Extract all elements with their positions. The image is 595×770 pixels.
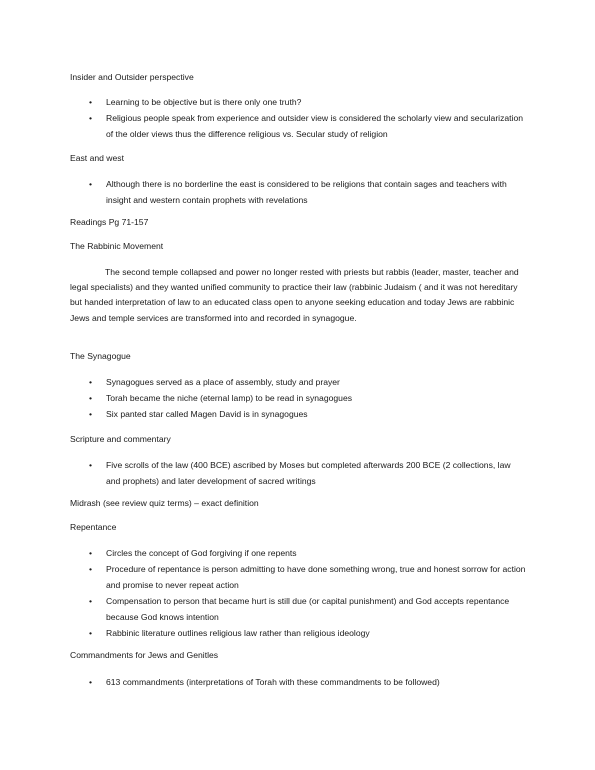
bullet-icon: •	[89, 179, 93, 189]
list-item: Torah became the niche (eternal lamp) to be read in synagogues	[106, 393, 353, 403]
list-item: Procedure of repentance is person admitting to have done something wrong, true and honest sorrow for action and promise to never repeat action	[106, 564, 526, 590]
bullet-icon: •	[89, 596, 93, 606]
section-heading: Readings Pg 71-157	[70, 217, 149, 227]
list-item: Synagogues served as a place of assembly, study and prayer	[106, 377, 340, 387]
bullet-icon: •	[89, 97, 93, 107]
list-item: Six panted star called Magen David is in synagogues	[106, 409, 308, 419]
bullet-icon: •	[89, 409, 93, 419]
bullet-icon: •	[89, 677, 93, 687]
section-heading: Insider and Outsider perspective	[70, 72, 194, 82]
list-item: Although there is no borderline the east is considered to be religions that contain sages and teachers with insight and western contain prophets with revelations	[106, 179, 507, 205]
section-heading: Midrash (see review quiz terms) – exact definition	[70, 498, 259, 508]
list-item: Learning to be objective but is there only one truth?	[106, 97, 302, 107]
bullet-icon: •	[89, 564, 93, 574]
bullet-icon: •	[89, 377, 93, 387]
list-item: 613 commandments (interpretations of Torah with these commandments to be followed)	[106, 677, 440, 687]
section-heading: East and west	[70, 153, 124, 163]
bullet-icon: •	[89, 460, 93, 470]
list-item: Rabbinic literature outlines religious law rather than religious ideology	[106, 628, 370, 638]
bullet-icon: •	[89, 393, 93, 403]
section-heading: The Rabbinic Movement	[70, 241, 164, 251]
section-heading: Commandments for Jews and Genitles	[70, 650, 219, 660]
section-heading: Repentance	[70, 522, 117, 532]
list-item: Five scrolls of the law (400 BCE) ascribed by Moses but completed afterwards 200 BCE (2 collections, law and prophets) and later development of sacred writings	[106, 460, 511, 486]
list-item: Religious people speak from experience and outsider view is considered the scholarly view and secularization of the older views thus the difference religious vs. Secular study of religion	[106, 113, 524, 139]
bullet-icon: •	[89, 628, 93, 638]
bullet-icon: •	[89, 548, 93, 558]
paragraph: The second temple collapsed and power no longer rested with priests but rabbis (leader, master, teacher and legal specialists) and they wanted unified community to practice their law (rabbinic Judaism ( and it was not hereditary but handed interpretation of law to an educated class open to anyone seeking education and today Jews are rabbinic Jews and temple services are transformed into and recorded in synagogue.	[70, 267, 519, 323]
bullet-icon: •	[89, 113, 93, 123]
list-item: Circles the concept of God forgiving if one repents	[106, 548, 297, 558]
section-heading: The Synagogue	[70, 351, 131, 361]
section-heading: Scripture and commentary	[70, 434, 171, 444]
list-item: Compensation to person that became hurt is still due (or capital punishment) and God accepts repentance because God knows intention	[106, 596, 510, 622]
